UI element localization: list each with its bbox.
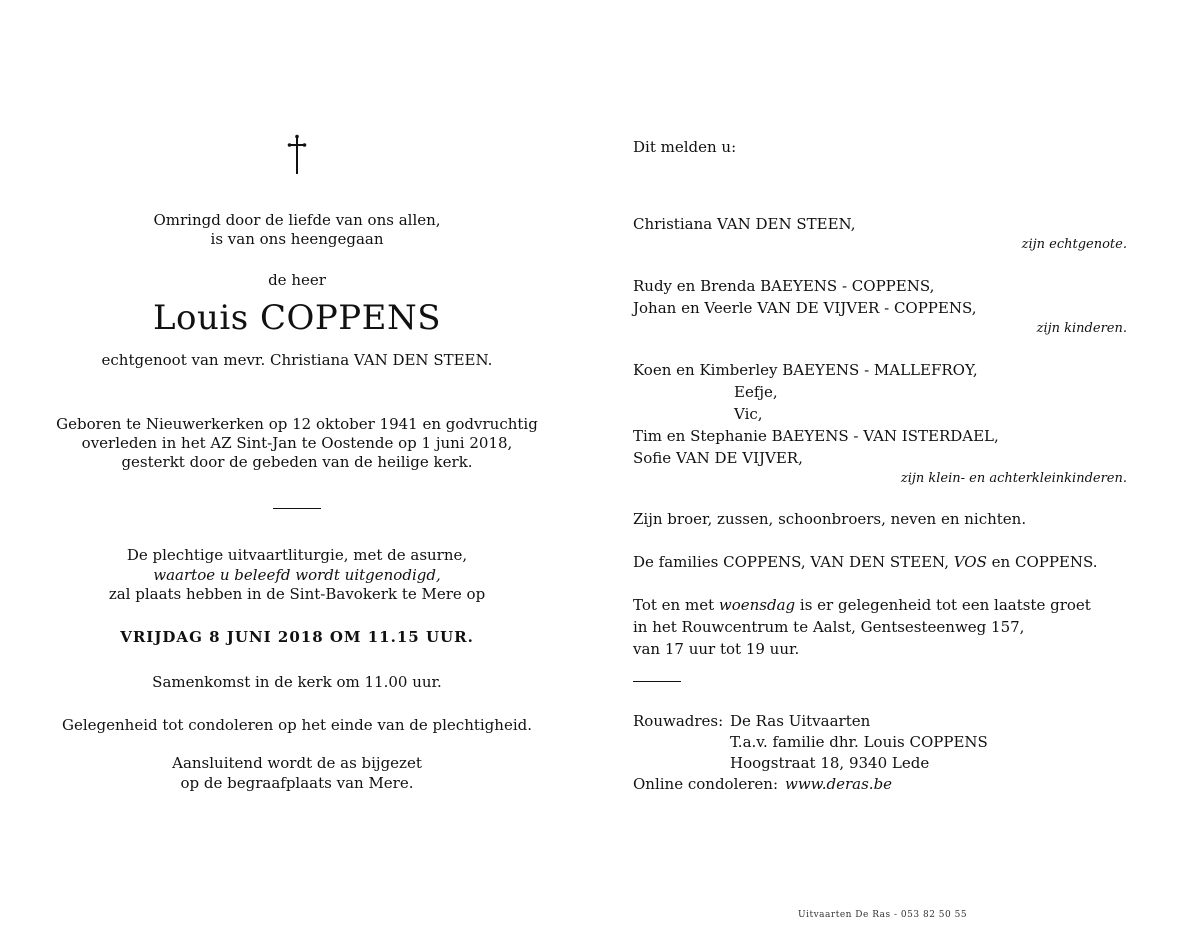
families-text: [633, 553, 1098, 571]
deceased-name: Louis COPPENS: [152, 298, 442, 338]
child-2: Johan en Veerle VAN DE VIJVER - COPPENS,: [633, 299, 977, 317]
visit-line-2: in het Rouwcentrum te Aalst, Gentsesteenweg 157,: [633, 618, 1025, 636]
families-vos: VOS: [953, 553, 987, 571]
birth-line-2: overleden in het AZ Sint-Jan te Oostende op 1 juni 2018,: [81, 434, 513, 452]
ceremony-date: VRIJDAG 8 JUNI 2018 OM 11.15 UUR.: [120, 628, 474, 646]
families-suffix: en COPPENS.: [986, 553, 1098, 571]
divider-right: [633, 681, 681, 682]
birth-line-3: gesterkt door de gebeden van de heilige kerk.: [121, 453, 473, 471]
gathering-text: Samenkomst in de kerk om 11.00 uur.: [152, 673, 442, 691]
great-grandchild-1: Eefje,: [734, 383, 778, 401]
grandchildren-role: zijn klein- en achterkleinkinderen.: [900, 471, 1127, 486]
address-line-3: Hoogstraat 18, 9340 Lede: [730, 754, 930, 772]
visit-line-1-c: is er gelegenheid tot een laatste groet: [795, 596, 1091, 614]
birth-line-1: Geboren te Nieuwerkerken op 12 oktober 1941 en godvruchtig: [56, 415, 538, 433]
visit-line-1: [633, 596, 1091, 614]
ceremony-line-3: zal plaats hebben in de Sint-Bavokerk te Mere op: [108, 585, 486, 603]
grandchild-2: Tim en Stephanie BAEYENS - VAN ISTERDAEL,: [633, 427, 999, 445]
condolence-text: Gelegenheid tot condoleren op het einde van de plechtigheid.: [62, 716, 532, 734]
online-label: Online condoleren:: [633, 775, 779, 793]
ceremony-line-1: De plechtige uitvaartliturgie, met de asurne,: [126, 546, 468, 564]
intro-line-2: is van ons heengegaan: [210, 230, 384, 248]
visit-line-1-b: woensdag: [718, 596, 796, 614]
grandchild-3: Sofie VAN DE VIJVER,: [633, 449, 803, 467]
address-label: Rouwadres:: [633, 712, 724, 730]
announce-text: Dit melden u:: [633, 138, 737, 156]
cross-icon: [286, 134, 308, 176]
visit-line-1-a: Tot en met: [633, 596, 719, 614]
footer-text: Uitvaarten De Ras - 053 82 50 55: [798, 910, 968, 920]
burial-line-1: Aansluitend wordt de as bijgezet: [172, 754, 422, 772]
children-role: zijn kinderen.: [1036, 321, 1127, 336]
grandchild-1: Koen en Kimberley BAEYENS - MALLEFROY,: [633, 361, 978, 379]
divider-left: [273, 508, 321, 509]
intro-line-1: Omringd door de liefde van ons allen,: [153, 211, 441, 229]
burial-line-2: op de begraafplaats van Mere.: [180, 774, 414, 792]
ceremony-line-2: waartoe u beleefd wordt uitgenodigd,: [153, 566, 441, 584]
spouse-name: Christiana VAN DEN STEEN,: [633, 215, 856, 233]
right-panel: [633, 0, 1127, 947]
spouse-line: echtgenoot van mevr. Christiana VAN DEN STEEN.: [101, 351, 493, 369]
address-line-2: T.a.v. familie dhr. Louis COPPENS: [730, 733, 988, 751]
online-site-link[interactable]: www.deras.be: [785, 775, 893, 793]
honorific: de heer: [268, 271, 326, 289]
siblings-text: Zijn broer, zussen, schoonbroers, neven en nichten.: [633, 510, 1027, 528]
address-line-1: De Ras Uitvaarten: [730, 712, 871, 730]
visit-line-3: van 17 uur tot 19 uur.: [633, 640, 800, 658]
families-prefix: De families COPPENS, VAN DEN STEEN,: [633, 553, 954, 571]
child-1: Rudy en Brenda BAEYENS - COPPENS,: [633, 277, 935, 295]
great-grandchild-2: Vic,: [734, 405, 763, 423]
spouse-role: zijn echtgenote.: [1021, 237, 1127, 252]
